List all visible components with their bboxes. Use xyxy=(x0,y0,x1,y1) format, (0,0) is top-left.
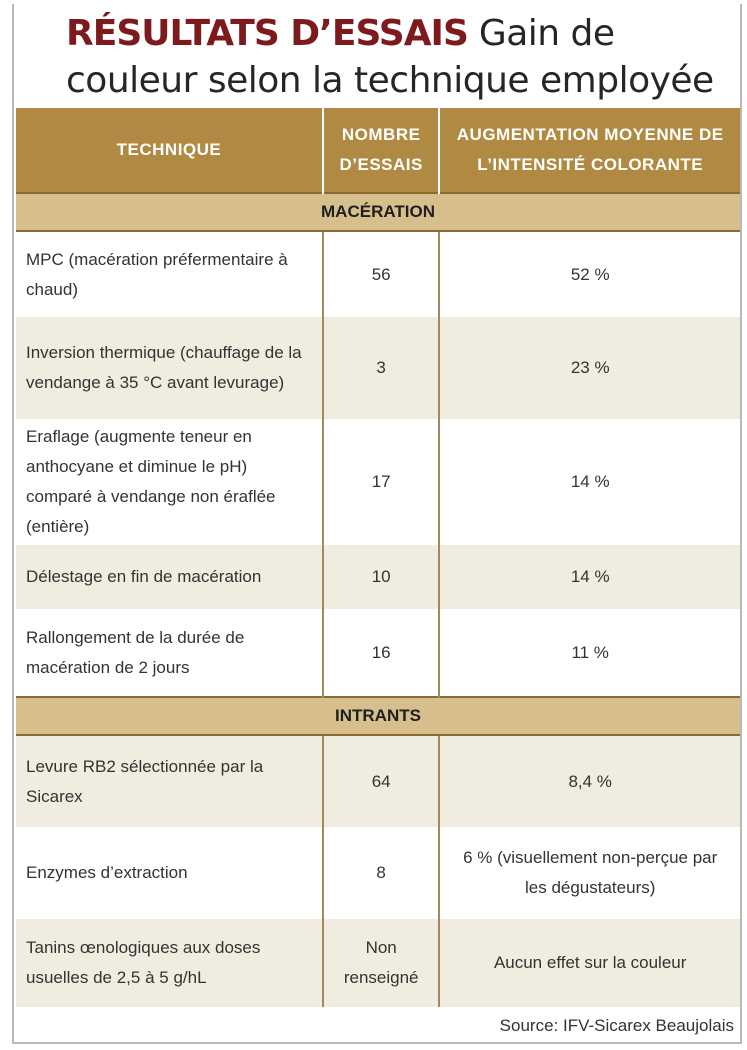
cell-augmentation: 11 % xyxy=(439,609,740,697)
cell-nombre: Non renseigné xyxy=(323,919,439,1007)
table-row xyxy=(16,919,740,1007)
page-title xyxy=(66,10,736,104)
cell-augmentation: 14 % xyxy=(439,419,740,545)
table-row xyxy=(16,545,740,609)
table-header-row xyxy=(16,108,740,193)
section-row-intrants xyxy=(16,697,740,735)
cell-augmentation: 14 % xyxy=(439,545,740,609)
results-panel xyxy=(12,4,742,1044)
table-row xyxy=(16,609,740,697)
section-row-maceration xyxy=(16,193,740,231)
section-title-intrants: INTRANTS xyxy=(16,697,740,735)
cell-augmentation: 23 % xyxy=(439,317,740,419)
cell-technique: Inversion thermique (chauffage de la vendange à 35 °C avant levurage) xyxy=(16,317,323,419)
cell-technique: Levure RB2 sélectionnée par la Sicarex xyxy=(16,735,323,827)
cell-technique: Rallongement de la durée de macération de 2 jours xyxy=(16,609,323,697)
cell-technique: Tanins œnologiques aux doses usuelles de 2,5 à 5 g/hL xyxy=(16,919,323,1007)
cell-nombre: 3 xyxy=(323,317,439,419)
title-subtitle: Gain de couleur selon la technique employée xyxy=(66,13,714,101)
table-row xyxy=(16,419,740,545)
cell-technique: Enzymes d’extraction xyxy=(16,827,323,919)
cell-technique: MPC (macération préfermentaire à chaud) xyxy=(16,231,323,317)
cell-nombre: 8 xyxy=(323,827,439,919)
section-title-maceration: MACÉRATION xyxy=(16,193,740,231)
header-augmentation: AUGMENTATION MOYENNE DE L’INTENSITÉ COLORANTE xyxy=(439,108,740,193)
table-row xyxy=(16,317,740,419)
results-table xyxy=(16,108,740,1007)
cell-technique: Délestage en fin de macération xyxy=(16,545,323,609)
cell-nombre: 17 xyxy=(323,419,439,545)
table-row xyxy=(16,735,740,827)
cell-nombre: 64 xyxy=(323,735,439,827)
header-technique: TECHNIQUE xyxy=(16,108,323,193)
cell-technique: Eraflage (augmente teneur en anthocyane et diminue le pH) comparé à vendange non éraflée (entière) xyxy=(16,419,323,545)
source-note: Source: IFV-Sicarex Beaujolais xyxy=(499,1016,734,1035)
header-nombre-essais: NOMBRE D’ESSAIS xyxy=(323,108,439,193)
table-row xyxy=(16,231,740,317)
cell-augmentation: 52 % xyxy=(439,231,740,317)
cell-augmentation: Aucun effet sur la couleur xyxy=(439,919,740,1007)
cell-nombre: 10 xyxy=(323,545,439,609)
cell-nombre: 16 xyxy=(323,609,439,697)
cell-augmentation: 6 % (visuellement non-perçue par les dégustateurs) xyxy=(439,827,740,919)
cell-nombre: 56 xyxy=(323,231,439,317)
table-row xyxy=(16,827,740,919)
cell-augmentation: 8,4 % xyxy=(439,735,740,827)
title-highlight: RÉSULTATS D’ESSAIS xyxy=(66,13,468,54)
